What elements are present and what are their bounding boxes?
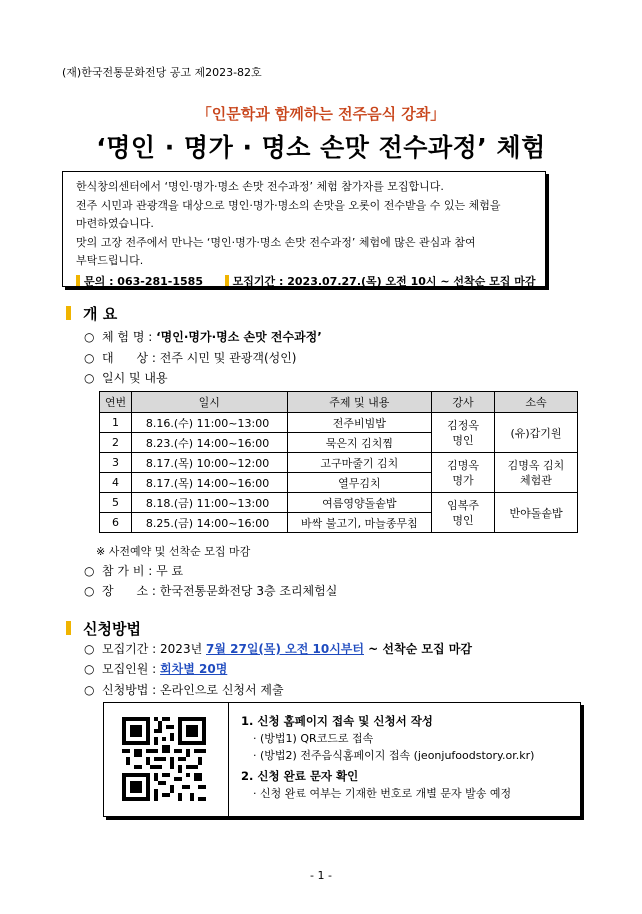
apply-period-value: 7월 27일(목) 오전 10시부터 [206, 642, 364, 656]
target-label: 대 상 : [102, 351, 156, 365]
cell-date: 8.18.(금) 11:00~13:00 [131, 493, 287, 513]
instructor-name: 김명옥 명가 [447, 458, 479, 487]
col-header-no: 연번 [100, 392, 132, 413]
schedule-label: 일시 및 내용 [102, 371, 168, 385]
cell-date: 8.17.(목) 10:00~12:00 [131, 453, 287, 473]
overview-heading: 개 요 [83, 305, 118, 323]
cell-instructor [432, 493, 495, 533]
cell-topic: 전주비빔밥 [287, 413, 431, 433]
page-number: - 1 - [310, 869, 332, 882]
target-item [84, 349, 297, 366]
fee-value: 무 료 [156, 564, 184, 578]
intro-line: 마련하였습니다. [76, 217, 154, 230]
cell-org: (유)갑기원 [495, 413, 578, 453]
instructor-name: 임복주 명인 [447, 498, 479, 527]
fee-label: 참 가 비 : [102, 564, 153, 578]
step1-heading: 1. 신청 홈페이지 접속 및 신청서 작성 [241, 714, 433, 728]
instructor-name: 김정옥 명인 [447, 418, 479, 447]
apply-count-value: 회차별 20명 [160, 662, 228, 676]
apply-method-item [84, 681, 284, 698]
cell-no: 1 [100, 413, 132, 433]
apply-period-suffix: ~ 선착순 모집 마감 [364, 642, 472, 656]
program-name-item [84, 328, 322, 345]
cell-topic: 여름영양돌솥밥 [287, 493, 431, 513]
cell-no: 2 [100, 433, 132, 453]
event-subtitle: 「인문학과 함께하는 전주음식 강좌」 [196, 105, 446, 123]
qr-code-icon[interactable] [122, 717, 206, 801]
cell-topic: 열무김치 [287, 473, 431, 493]
fee-item [84, 562, 183, 579]
contact-phone: 문의 : 063-281-1585 [84, 275, 203, 288]
apply-count-label: 모집인원 : [102, 662, 161, 676]
table-row [100, 493, 578, 513]
circle-bullet-icon: ○ [84, 683, 95, 697]
table-header-row [100, 392, 578, 413]
circle-bullet-icon: ○ [84, 584, 95, 598]
place-label: 장 소 : [102, 584, 156, 598]
cell-no: 3 [100, 453, 132, 473]
page-title: ‘명인 · 명가 · 명소 손맛 전수과정’ 체험 [96, 133, 546, 162]
intro-contact-line [76, 273, 535, 289]
circle-bullet-icon: ○ [84, 351, 95, 365]
col-header-org: 소속 [495, 392, 578, 413]
place-item [84, 582, 337, 599]
cell-instructor [432, 413, 495, 453]
col-header-date: 일시 [131, 392, 287, 413]
step1-method2: · (방법2) 전주음식홈페이지 접속 (jeonjufoodstory.or.kr) [253, 749, 535, 762]
yellow-marker-icon [76, 275, 80, 286]
cell-no: 5 [100, 493, 132, 513]
intro-line: 한식창의센터에서 ‘명인·명가·명소 손맛 전수과정’ 체험 참가자를 모집합니다. [76, 180, 444, 193]
apply-period-item [84, 640, 472, 657]
table-row [100, 453, 578, 473]
cell-no: 4 [100, 473, 132, 493]
yellow-marker-icon [225, 275, 229, 286]
cell-topic: 묵은지 김치찜 [287, 433, 431, 453]
schedule-item [84, 369, 168, 386]
cell-date: 8.25.(금) 14:00~16:00 [131, 513, 287, 533]
apply-method-label: 신청방법 : 온라인으로 신청서 제출 [102, 683, 284, 697]
table-row [100, 413, 578, 433]
circle-bullet-icon: ○ [84, 642, 95, 656]
step2-detail: · 신청 완료 여부는 기재한 번호로 개별 문자 발송 예정 [253, 787, 512, 800]
intro-line: 전주 시민과 관광객을 대상으로 명인·명가·명소의 손맛을 오롯이 전수받을 수 있는 체험을 [76, 198, 501, 212]
intro-line: 맛의 고장 전주에서 만나는 ‘명인·명가·명소 손맛 전수과정’ 체험에 많은 관심과 참여 [76, 235, 476, 249]
col-header-topic: 주제 및 내용 [287, 392, 431, 413]
col-header-instructor: 강사 [432, 392, 495, 413]
cell-date: 8.23.(수) 14:00~16:00 [131, 433, 287, 453]
circle-bullet-icon: ○ [84, 662, 95, 676]
cell-date: 8.16.(수) 11:00~13:00 [131, 413, 287, 433]
apply-count-item [84, 660, 227, 677]
intro-line: 부탁드립니다. [76, 254, 144, 267]
schedule-table [99, 391, 578, 533]
cell-date: 8.17.(목) 14:00~16:00 [131, 473, 287, 493]
circle-bullet-icon: ○ [84, 371, 95, 385]
cell-org [495, 453, 578, 493]
intro-box [62, 171, 546, 287]
apply-period-label: 모집기간 : 2023년 [102, 642, 206, 656]
circle-bullet-icon: ○ [84, 564, 95, 578]
step2-heading: 2. 신청 완료 문자 확인 [241, 769, 359, 783]
cell-topic: 바싹 불고기, 마늘종무침 [287, 513, 431, 533]
cell-topic: 고구마줄기 김치 [287, 453, 431, 473]
section-marker-icon [66, 306, 71, 320]
cell-instructor [432, 453, 495, 493]
program-name-value: ‘명인·명가·명소 손맛 전수과정’ [156, 330, 322, 344]
cell-no: 6 [100, 513, 132, 533]
section-marker-icon [66, 621, 71, 635]
qr-code-area [104, 703, 229, 816]
cell-org: 반야돌솥밥 [495, 493, 578, 533]
apply-steps-box [103, 702, 581, 817]
table-footnote: ※ 사전예약 및 선착순 모집 마감 [96, 545, 251, 558]
recruit-period: 모집기간 : 2023.07.27.(목) 오전 10시 ~ 선착순 모집 마감 [232, 275, 536, 288]
place-value: 한국전통문화전당 3층 조리체험실 [159, 584, 338, 598]
program-name-label: 체 험 명 : [102, 330, 153, 344]
org-name: 김명옥 김치 체험관 [507, 458, 565, 487]
apply-steps-text [241, 713, 534, 802]
apply-heading: 신청방법 [83, 620, 141, 638]
intro-text [76, 178, 536, 271]
step1-method1: · (방법1) QR코드로 접속 [253, 732, 374, 745]
circle-bullet-icon: ○ [84, 330, 95, 344]
target-value: 전주 시민 및 관광객(성인) [159, 351, 297, 365]
notice-number: (재)한국전통문화전당 공고 제2023-82호 [62, 66, 262, 79]
